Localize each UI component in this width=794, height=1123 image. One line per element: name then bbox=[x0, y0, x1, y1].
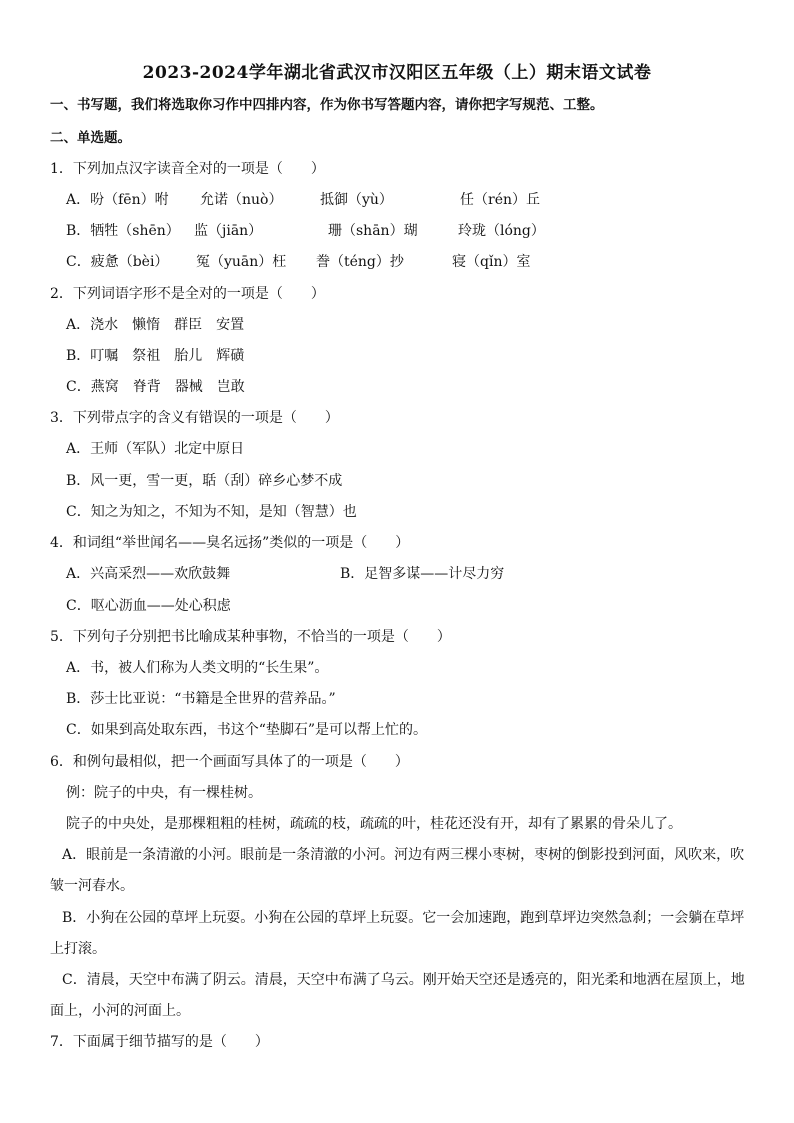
question-6-example-label: 例：院子的中央，有一棵桂树。 bbox=[66, 785, 262, 801]
option-c-item-2: 冤（yuān）枉 bbox=[196, 254, 287, 270]
question-3-stem: 3．下列带点字的含义有错误的一项是（ ） bbox=[50, 410, 339, 426]
question-6-stem: 6．和例句最相似，把一个画面写具体了的一项是（ ） bbox=[50, 754, 409, 770]
question-2-option-b: B．叮嘱 祭祖 胎儿 辉磺 bbox=[66, 348, 245, 364]
question-6-option-b-line2: 上打滚。 bbox=[50, 941, 106, 957]
section1-heading: 一、书写题，我们将选取你习作中四排内容，作为你书写答题内容，请你把字写规范、工整。 bbox=[50, 97, 604, 113]
question-6-option-c-line2: 面上，小河的河面上。 bbox=[50, 1003, 190, 1019]
question-4-stem: 4．和词组“举世闻名——臭名远扬”类似的一项是（ ） bbox=[50, 535, 410, 551]
question-2-option-c: C．燕窝 脊背 器械 岂敢 bbox=[66, 379, 245, 395]
option-c-item-4: 寝（qǐn）室 bbox=[452, 254, 531, 270]
question-5-option-a: A．书，被人们称为人类文明的“长生果”。 bbox=[66, 660, 329, 676]
question-2-stem: 2．下列词语字形不是全对的一项是（ ） bbox=[50, 286, 325, 302]
option-a-item-1: A．吩（fēn）咐 bbox=[66, 192, 169, 208]
exam-title: 2023-2024学年湖北省武汉市汉阳区五年级（上）期末语文试卷 bbox=[142, 63, 652, 83]
option-b-item-4: 玲珑（lóng） bbox=[458, 223, 545, 239]
question-3-option-c: C．知之为知之，不知为不知，是知（智慧）也 bbox=[66, 504, 357, 520]
option-b-item-2: 监（jiān） bbox=[194, 223, 263, 239]
question-4-option-a: A．兴高采烈——欢欣鼓舞 bbox=[66, 566, 231, 582]
option-b-item-3: 珊（shān）瑚 bbox=[328, 223, 418, 239]
question-1-option-a bbox=[66, 191, 766, 209]
question-1-option-c bbox=[66, 253, 766, 271]
question-5-stem: 5．下列句子分别把书比喻成某种事物，不恰当的一项是（ ） bbox=[50, 629, 451, 645]
question-5-option-c: C．如果到高处取东西，书这个“垫脚石”是可以帮上忙的。 bbox=[66, 722, 428, 738]
question-6-option-b-line1: B．小狗在公园的草坪上玩耍。小狗在公园的草坪上玩耍。它一会加速跑，跑到草坪边突然急刹；一会躺在草坪 bbox=[62, 910, 745, 926]
question-6-option-a-line1: A．眼前是一条清澈的小河。眼前是一条清澈的小河。河边有两三棵小枣树，枣树的倒影投到河面，风吹来，吹 bbox=[62, 847, 745, 863]
option-c-item-3: 誊（téng）抄 bbox=[316, 254, 404, 270]
question-2-option-a: A．浇水 懒惰 群臣 安置 bbox=[66, 317, 245, 333]
option-a-item-2: 允诺（nuò） bbox=[200, 192, 283, 208]
option-a-item-3: 抵御（yù） bbox=[320, 192, 393, 208]
question-1-stem: 1．下列加点汉字读音全对的一项是（ ） bbox=[50, 161, 325, 177]
option-b-item-1: B．牺牲（shēn） bbox=[66, 223, 180, 239]
question-1-option-b bbox=[66, 222, 766, 240]
question-6-option-a-line2: 皱一河春水。 bbox=[50, 878, 134, 894]
section2-heading: 二、单选题。 bbox=[50, 130, 131, 146]
question-3-option-a: A．王师（军队）北定中原日 bbox=[66, 441, 245, 457]
question-7-stem: 7．下面属于细节描写的是（ ） bbox=[50, 1034, 269, 1050]
question-4-option-c: C．呕心沥血——处心积虑 bbox=[66, 598, 231, 614]
option-c-item-1: C．疲惫（bèi） bbox=[66, 254, 169, 270]
question-6-option-c-line1: C．清晨，天空中布满了阴云。清晨，天空中布满了乌云。刚开始天空还是透亮的，阳光柔和地洒在屋顶上，地 bbox=[62, 972, 745, 988]
option-a-item-4: 任（rén）丘 bbox=[460, 192, 540, 208]
question-3-option-b: B．风一更，雪一更，聒（刮）碎乡心梦不成 bbox=[66, 473, 343, 489]
question-5-option-b: B．莎士比亚说：“书籍是全世界的营养品。” bbox=[66, 691, 336, 707]
question-4-option-b: B．足智多谋——计尽力穷 bbox=[340, 566, 505, 582]
question-6-example-text: 院子的中央处，是那棵粗粗的桂树，疏疏的枝，疏疏的叶，桂花还没有开，却有了累累的骨朵儿了。 bbox=[66, 816, 682, 832]
